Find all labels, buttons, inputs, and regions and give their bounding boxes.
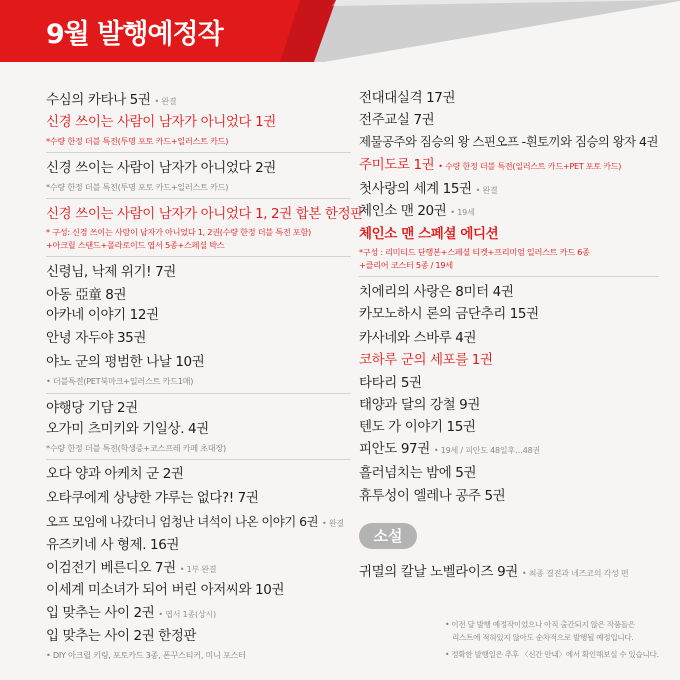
divider [46,198,351,199]
item-note: *수량 한정 더블 특전(투명 포토 카드+일러스트 카드) [46,182,229,192]
list-item: 흘러넘치는 밤에 5권 [359,465,477,481]
divider [46,256,351,257]
list-item: 오가미 츠미키와 기일상. 4권 [46,421,209,437]
list-item: 이세계 미소녀가 되어 버린 아저씨와 10권 [46,582,285,598]
list-item: 코하루 군의 세포를 1권 [359,352,493,368]
list-item: 텐도 가 이야기 15권 [359,419,476,435]
item-note: • DIY 아크릴 키링, 포토카드 3종, 폰꾸스티커, 미니 포스터 [46,650,246,660]
item-note: *구성 : 리미티드 단행본+스페셜 티켓+프리미엄 일러스트 카드 6종 [359,247,590,257]
item-note: *수량 한정 더블 특전(투명 포토 카드+일러스트 카드) [46,136,229,146]
list-item: 유즈키네 사 형제. 16권 [46,537,180,553]
list-item: 오다 양과 아케치 군 2권 [46,466,184,482]
divider [359,276,659,277]
page-title: 9월 발행예정작 [46,19,223,50]
list-item: 오프 모임에 나갔더니 엄청난 녀석이 나온 이야기 6권 • 완결 [46,514,344,529]
list-item: 첫사랑의 세계 15권 • 완결 [359,181,498,197]
list-item: 신경 쓰이는 사람이 남자가 아니었다 1, 2권 합본 한정판 [46,206,363,222]
list-item: 체인소 맨 스페셜 에디션 [359,226,499,242]
footnote: • 정확한 발행일은 추후 〈신간 안내〉에서 확인해보실 수 있습니다. [445,650,659,659]
divider [46,393,351,394]
novel-section-badge: 소설 [359,523,417,549]
divider [46,152,351,153]
footnote: 리스트에 적혀있지 않아도 순차적으로 발행될 예정입니다. [452,633,634,642]
list-item: 입 맞추는 사이 2권 한정판 [46,628,197,644]
list-item: 아동 亞童 8권 [46,287,127,303]
item-note: * 구성: 신경 쓰이는 사람이 남자가 아니었다 1, 2권(수량 한정 더블 특전 포함) [46,227,311,237]
list-item: 이검전기 베른디오 7권 • 1부 완결 [46,560,217,576]
list-item: 아카네 이야기 12권 [46,307,159,323]
item-note: +클리어 코스터 5종 / 19세 [359,260,453,270]
list-item: 오타쿠에게 상냥한 갸루는 없다?! 7권 [46,490,259,506]
list-item: 태양과 달의 강철 9권 [359,397,480,413]
list-item: 카사네와 스바루 4권 [359,330,477,346]
list-item: 제물공주와 짐승의 왕 스핀오프 -흰토끼와 짐승의 왕자 4권 [359,134,658,149]
list-item: 야노 군의 평범한 나날 10권 [46,354,205,370]
list-item: 신령님, 낙제 위기! 7권 [46,264,176,280]
list-item: 수심의 카타나 5권 • 완결 [46,92,177,108]
list-item: 안녕 자두야 35권 [46,330,147,346]
footnote: • 이전 달 발행 예정작이었으나 아직 출간되지 않은 작품들은 [445,620,635,629]
list-item: 휴투성이 엘레나 공주 5권 [359,488,506,504]
item-note: • 더블특전(PET북마크+일러스트 카드1매) [46,376,194,386]
item-note: +아크릴 스탠드+폴라로이드 엽서 5종+스페셜 박스 [46,240,225,250]
list-item: 전주교실 7권 [359,112,435,128]
divider [46,459,351,460]
list-item: 주미도로 1권 • 수량 한정 더블 특전(일러스트 카드+PET 포토 카드) [359,157,622,173]
list-item: 입 맞추는 사이 2권 • 엽서 1종(상시) [46,605,216,621]
list-item: 타타리 5권 [359,375,422,391]
list-item: 체인소 맨 20권 • 19세 [359,203,475,219]
list-item: 피안도 97권 • 19세 / 피안도 48일후…48권 [359,441,541,457]
list-item: 야행당 기담 2권 [46,400,138,416]
list-item: 신경 쓰이는 사람이 남자가 아니었다 1권 [46,114,276,130]
list-item: 치에리의 사랑은 8미터 4권 [359,284,514,300]
header-banner [0,0,680,62]
list-item: 전대대실격 17권 [359,90,456,106]
list-item: 귀멸의 칼날 노벨라이즈 9권 • 최종 결전과 네즈코의 각성 편 [359,564,629,580]
item-note: *수량 한정 더블 특전(학생증+코스프레 카페 초대장) [46,443,226,453]
list-item: 신경 쓰이는 사람이 남자가 아니었다 2권 [46,160,276,176]
list-item: 카모노하시 론의 금단추리 15권 [359,306,539,322]
